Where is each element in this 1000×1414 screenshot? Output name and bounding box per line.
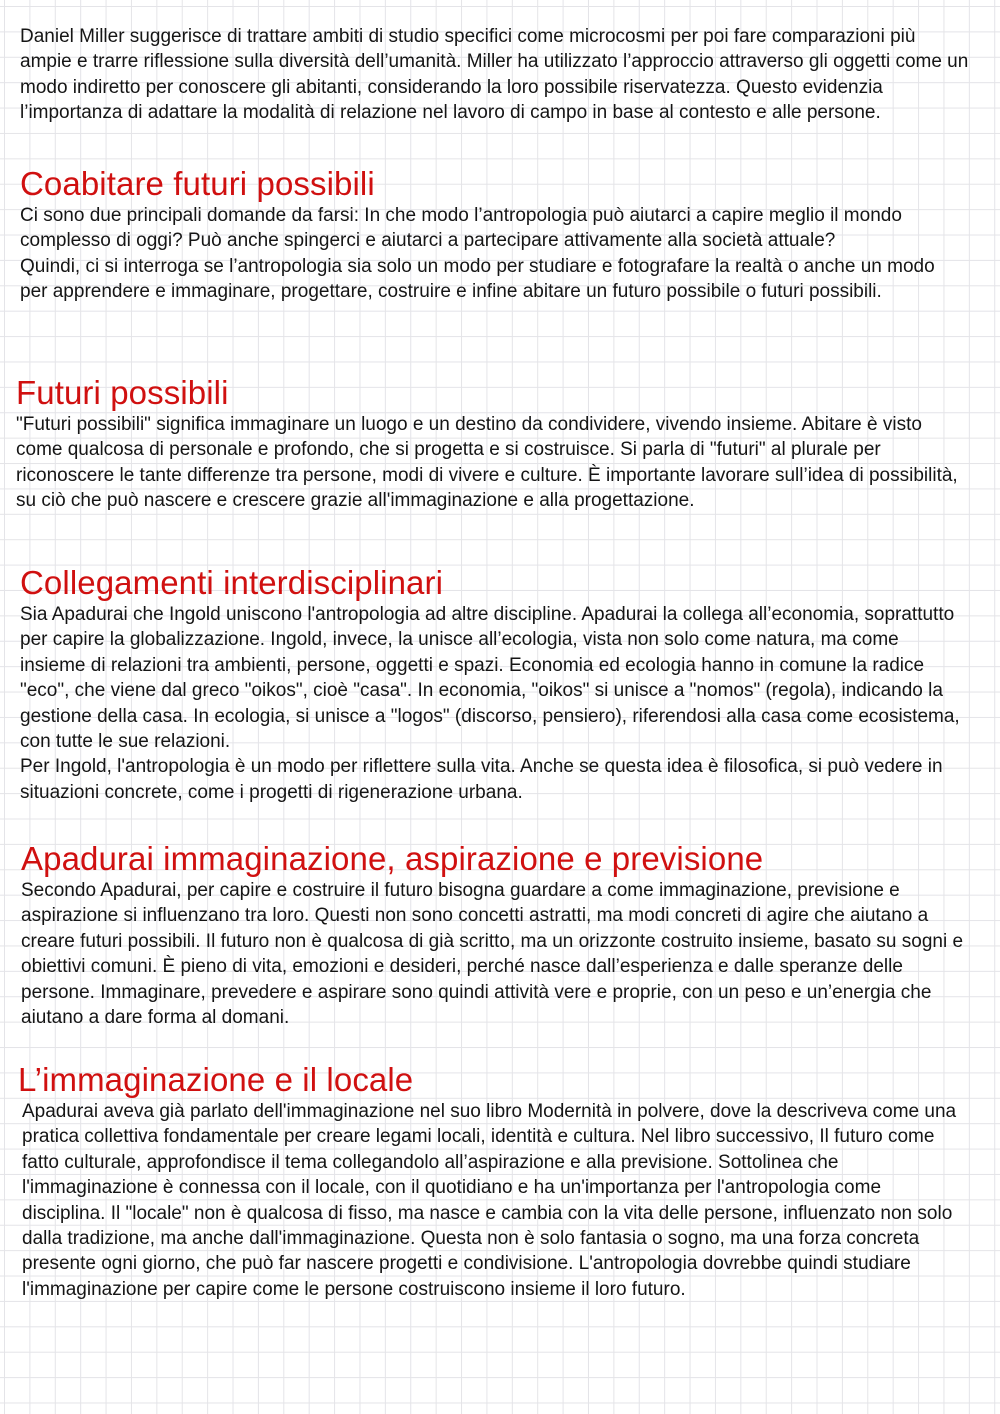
section-futuri-possibili (16, 374, 966, 514)
intro-paragraph: Daniel Miller suggerisce di trattare ambiti di studio specifici come microcosmi per poi fare comparazioni più ampie e trarre riflessione sulla diversità dell’umanità. Miller ha utilizzato l’approccio attraverso gli oggetti come un modo indiretto per conoscere gli abitanti, considerando la loro possibile riservatezza. Questo evidenzia l’importanza di adattare la modalità di relazione nel lavoro di campo in base al contesto e alle persone. (20, 26, 969, 124)
section-paragraph: Apadurai aveva già parlato dell'immaginazione nel suo libro Modernità in polvere, dove la descriveva come una pratica collettiva fondamentale per creare legami locali, identità e cultura. Nel libro successivo, Il futuro come fatto culturale, approfondisce il tema collegandolo all’aspirazione e alla previsione. Sottolinea che l'immaginazione è connessa con il locale, con il quotidiano e ha un'importanza per l'antropologia come disciplina. Il "locale" non è qualcosa di fisso, ma nasce e cambia con la vita delle persone, influenzato non solo dalla tradizione, ma anche dall'immaginazione. Questa non è solo fantasia o sogno, ma una forza concreta presente ogni giorno, che può far nascere progetti e condivisione. L'antropologia dovrebbe quindi studiare l'immaginazione per capire come le persone costruiscono insieme il loro futuro. (22, 1101, 957, 1300)
section-collegamenti (20, 564, 965, 805)
section-coabitare (20, 165, 965, 305)
section-paragraph: Ci sono due principali domande da farsi: In che modo l’antropologia può aiutarci a capire meglio il mondo complesso di oggi? Può anche spingerci e aiutarci a partecipare attivamente alla società attuale? (20, 205, 902, 252)
section-heading: Futuri possibili (16, 374, 229, 411)
section-paragraph: "Futuri possibili" significa immaginare un luogo e un destino da condividere, vivendo insieme. Abitare è visto come qualcosa di personale e profondo, che si progetta e si costruisce. Si parla di "futuri" al plurale per riconoscere le tante differenze tra persone, modi di vivere e culture. È importante lavorare sull’idea di possibilità, su ciò che può nascere e crescere grazie all'immaginazione e alla progettazione. (16, 414, 958, 512)
section-paragraph: Sia Apadurai che Ingold uniscono l'antropologia ad altre discipline. Apadurai la collega all’economia, soprattutto per capire la globalizzazione. Ingold, invece, la unisce all’ecologia, vista non solo come natura, ma come insieme di relazioni tra ambienti, persone, oggetti e spazi. Economia ed ecologia hanno in comune la radice "eco", che viene dal greco "oikos", cioè "casa". In economia, "oikos" si unisce a "nomos" (regola), indicando la gestione della casa. In ecologia, si unisce a "logos" (discorso, pensiero), riferendosi alla casa come ecosistema, con tutte le sue relazioni. (20, 604, 960, 753)
section-paragraph: Per Ingold, l'antropologia è un modo per riflettere sulla vita. Anche se questa idea è filosofica, si può vedere in situazioni concrete, come i progetti di rigenerazione urbana. (20, 756, 943, 803)
intro-block (20, 24, 970, 126)
section-immaginazione-locale (18, 1061, 968, 1302)
section-heading: Collegamenti interdisciplinari (20, 564, 444, 601)
section-apadurai (21, 840, 971, 1030)
section-paragraph: Secondo Apadurai, per capire e costruire il futuro bisogna guardare a come immaginazione, previsione e aspirazione si influenzano tra loro. Questi non sono concetti astratti, ma modi concreti di agire che aiutano a creare futuri possibili. Il futuro non è qualcosa di già scritto, ma un orizzonte costruito insieme, basato su sogni e obiettivi comuni. È pieno di vita, emozioni e desideri, perché nasce dall’esperienza e dalle speranze delle persone. Immaginare, prevedere e aspirare sono quindi attività vere e proprie, con un peso e un’energia che aiutano a dare forma al domani. (21, 880, 964, 1029)
section-heading: Apadurai immaginazione, aspirazione e previsione (21, 840, 764, 877)
section-paragraph: Quindi, ci si interroga se l’antropologia sia solo un modo per studiare e fotografare la realtà o anche un modo per apprendere e immaginare, progettare, costruire e infine abitare un futuro possibile o futuri possibili. (20, 255, 935, 303)
section-heading: L’immaginazione e il locale (18, 1061, 414, 1098)
section-heading: Coabitare futuri possibili (20, 165, 375, 202)
